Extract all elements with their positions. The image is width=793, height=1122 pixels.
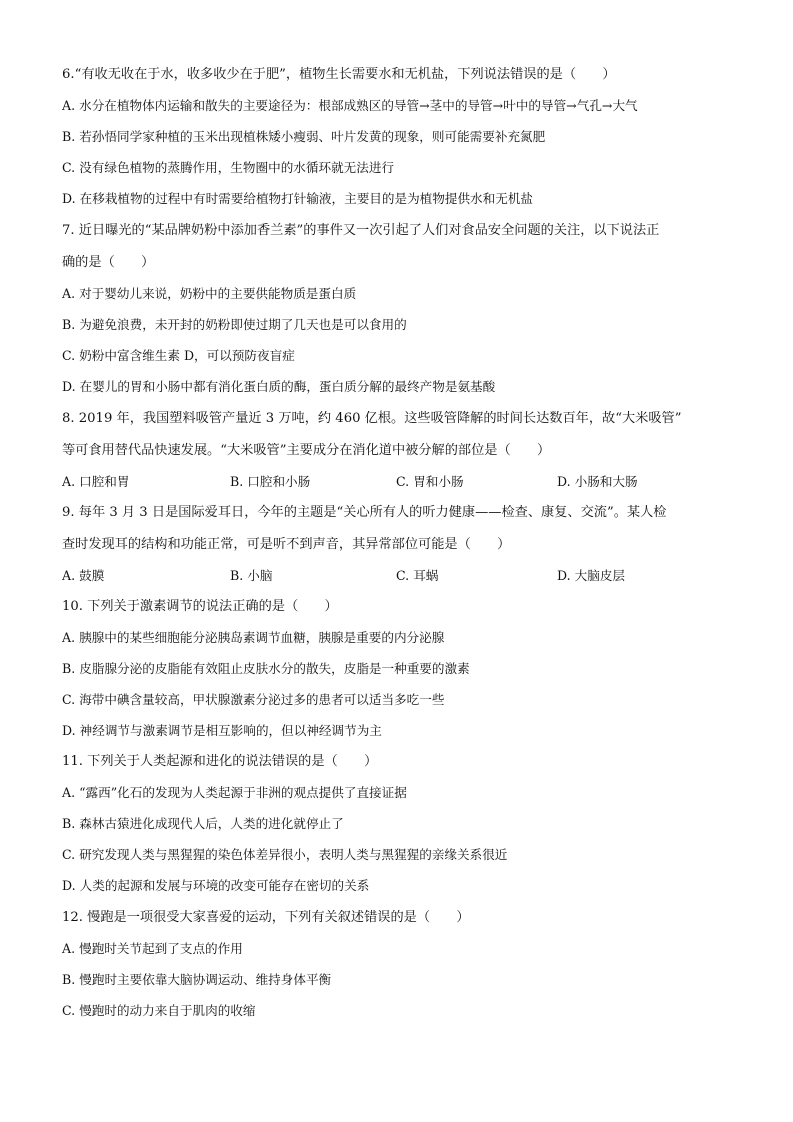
q7-option-b: B. 为避免浪费，未开封的奶粉即使过期了几天也是可以食用的: [62, 317, 407, 332]
q11-option-a: A. “露西”化石的发现为人类起源于非洲的观点提供了直接证据: [62, 785, 407, 800]
q8-option-d: D. 小肠和大肠: [557, 474, 638, 489]
q7-option-a: A. 对于婴幼儿来说，奶粉中的主要供能物质是蛋白质: [62, 286, 357, 301]
q11-option-d: D. 人类的起源和发展与环境的改变可能存在密切的关系: [62, 878, 370, 893]
q8-stem-line1: 8. 2019 年，我国塑料吸管产量近 3 万吨，约 460 亿根。这些吸管降解的时间长达数百年，故“大米吸管”: [62, 411, 682, 426]
q7-stem-line2: 确的是（ ）: [62, 255, 155, 270]
q11-option-c: C. 研究发现人类与黑猩猩的染色体差异很小，表明人类与黑猩猩的亲缘关系很近: [62, 847, 508, 862]
q8-option-b: B. 口腔和小肠: [230, 474, 311, 489]
q12-option-b: B. 慢跑时主要依靠大脑协调运动、维持身体平衡: [62, 972, 332, 987]
q6-option-d: D. 在移栽植物的过程中有时需要给植物打针输液，主要目的是为植物提供水和无机盐: [62, 191, 534, 206]
q8-option-c: C. 胃和小肠: [396, 474, 464, 489]
q10-option-a: A. 胰腺中的某些细胞能分泌胰岛素调节血糖，胰腺是重要的内分泌腺: [62, 630, 445, 645]
q10-option-b: B. 皮脂腺分泌的皮脂能有效阻止皮肤水分的散失，皮脂是一种重要的激素: [62, 661, 470, 676]
q10-option-d: D. 神经调节与激素调节是相互影响的，但以神经调节为主: [62, 723, 382, 738]
q10-option-c: C. 海带中碘含量较高，甲状腺激素分泌过多的患者可以适当多吃一些: [62, 692, 445, 707]
q6-option-a: A. 水分在植物体内运输和散失的主要途径为：根部成熟区的导管→茎中的导管→叶中的导管→气孔→大气: [62, 98, 638, 113]
q11-stem: 11. 下列关于人类起源和进化的说法错误的是（ ）: [62, 754, 378, 769]
q8-option-a: A. 口腔和胃: [62, 474, 130, 489]
q12-stem: 12. 慢跑是一项很受大家喜爱的运动，下列有关叙述错误的是（ ）: [62, 910, 470, 925]
q9-stem-line1: 9. 每年 3 月 3 日是国际爱耳日，今年的主题是“关心所有人的听力健康——检查、康复、交流”。某人检: [62, 505, 667, 520]
q8-stem-line2: 等可食用替代品快速发展。“大米吸管”主要成分在消化道中被分解的部位是（ ）: [62, 443, 551, 458]
q9-option-b: B. 小脑: [230, 568, 273, 583]
q11-option-b: B. 森林古猿进化成现代人后，人类的进化就停止了: [62, 816, 344, 831]
q9-stem-line2: 查时发现耳的结构和功能正常，可是听不到声音，其异常部位可能是（ ）: [62, 537, 511, 552]
q9-option-a: A. 鼓膜: [62, 568, 105, 583]
q7-option-c: C. 奶粉中富含维生素 D，可以预防夜盲症: [62, 348, 295, 363]
q10-stem: 10. 下列关于激素调节的说法正确的是（ ）: [62, 599, 338, 614]
q7-stem-line1: 7. 近日曝光的“某品牌奶粉中添加香兰素”的事件又一次引起了人们对食品安全问题的关注，以下说法正: [62, 223, 660, 238]
q7-option-d: D. 在婴儿的胃和小肠中都有消化蛋白质的酶，蛋白质分解的最终产物是氨基酸: [62, 379, 496, 394]
q6-option-c: C. 没有绿色植物的蒸腾作用，生物圈中的水循环就无法进行: [62, 160, 395, 175]
q9-option-d: D. 大脑皮层: [557, 568, 626, 583]
q6-option-b: B. 若孙悟同学家种植的玉米出现植株矮小瘦弱、叶片发黄的现象，则可能需要补充氮肥: [62, 129, 546, 144]
q6-stem: 6.“有收无收在于水，收多收少在于肥”，植物生长需要水和无机盐，下列说法错误的是（ ）: [62, 67, 616, 82]
q12-option-a: A. 慢跑时关节起到了支点的作用: [62, 941, 243, 956]
q9-option-c: C. 耳蜗: [396, 568, 439, 583]
q12-option-c: C. 慢跑时的动力来自于肌肉的收缩: [62, 1003, 256, 1018]
